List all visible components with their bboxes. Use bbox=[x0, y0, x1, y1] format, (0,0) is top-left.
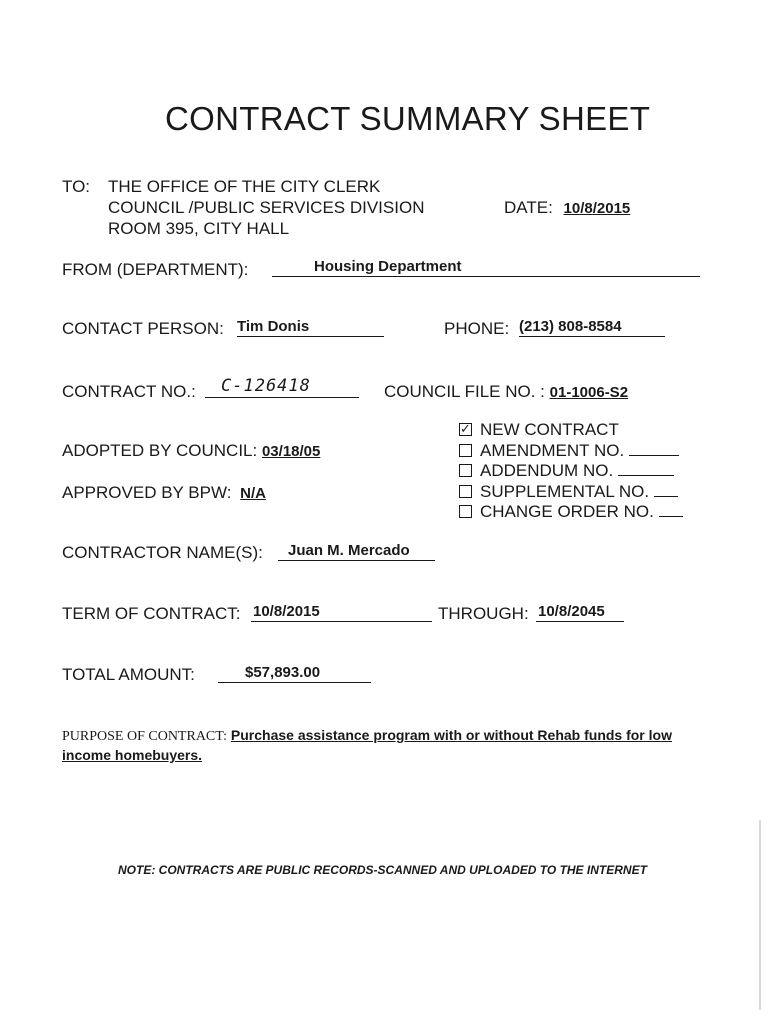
public-records-note: NOTE: CONTRACTS ARE PUBLIC RECORDS-SCANNED AND UPLOADED TO THE INTERNET bbox=[118, 863, 647, 877]
council-file-value: 01-1006-S2 bbox=[549, 384, 629, 401]
phone-label: PHONE: bbox=[444, 319, 510, 338]
council-file-field bbox=[384, 382, 628, 402]
approved-value: N/A bbox=[240, 485, 267, 502]
from-label: FROM (DEPARTMENT): bbox=[62, 260, 249, 279]
term-end-value: 10/8/2045 bbox=[538, 603, 605, 620]
contractor-value: Juan M. Mercado bbox=[288, 542, 410, 559]
date-value: 10/8/2015 bbox=[563, 200, 631, 217]
contract-type-list bbox=[459, 420, 683, 523]
checkbox-icon bbox=[459, 485, 472, 498]
contract-no-handwritten: C-126418 bbox=[221, 376, 311, 396]
to-line-1: THE OFFICE OF THE CITY CLERK bbox=[108, 177, 381, 196]
page-title: CONTRACT SUMMARY SHEET bbox=[165, 100, 651, 137]
checkbox-icon bbox=[459, 464, 472, 477]
to-label: TO: bbox=[62, 177, 91, 196]
total-line bbox=[218, 664, 371, 683]
contract-type-supplemental: SUPPLEMENTAL NO. bbox=[459, 482, 683, 503]
total-value: $57,893.00 bbox=[245, 664, 321, 681]
purpose-value-line-2: income homebuyers. bbox=[62, 747, 203, 763]
council-file-label: COUNCIL FILE NO. : bbox=[384, 382, 545, 401]
date-label: DATE: bbox=[504, 198, 553, 217]
contractor-line bbox=[278, 542, 435, 561]
contract-no-label: CONTRACT NO.: bbox=[62, 382, 196, 401]
contract-type-change-order: CHANGE ORDER NO. bbox=[459, 502, 683, 523]
adopted-value: 03/18/05 bbox=[261, 443, 321, 460]
from-value: Housing Department bbox=[314, 258, 462, 275]
adopted-label: ADOPTED BY COUNCIL: bbox=[62, 441, 258, 460]
approved-label: APPROVED BY BPW: bbox=[62, 483, 232, 502]
contact-label: CONTACT PERSON: bbox=[62, 319, 224, 338]
term-label: TERM OF CONTRACT: bbox=[62, 604, 241, 623]
purpose-label: PURPOSE OF CONTRACT: bbox=[62, 729, 228, 744]
checkbox-icon bbox=[459, 444, 472, 457]
contract-type-addendum: ADDENDUM NO. bbox=[459, 461, 683, 482]
contractor-label: CONTRACTOR NAME(S): bbox=[62, 543, 263, 562]
date-field bbox=[504, 198, 630, 218]
phone-value: (213) 808-8584 bbox=[519, 318, 622, 335]
adopted-field bbox=[62, 441, 320, 461]
to-line-3: ROOM 395, CITY HALL bbox=[108, 219, 290, 238]
contract-type-amendment: AMENDMENT NO. bbox=[459, 441, 683, 462]
from-line bbox=[272, 258, 700, 277]
term-start-value: 10/8/2015 bbox=[253, 603, 320, 620]
purpose-value-line-1: Purchase assistance program with or without Rehab funds for low bbox=[230, 727, 672, 743]
to-line-2: COUNCIL /PUBLIC SERVICES DIVISION bbox=[108, 198, 425, 217]
term-start-line bbox=[251, 603, 432, 622]
phone-line bbox=[519, 318, 665, 337]
total-label: TOTAL AMOUNT: bbox=[62, 665, 195, 684]
through-label: THROUGH: bbox=[438, 604, 529, 623]
purpose-field bbox=[62, 726, 672, 764]
term-end-line bbox=[536, 603, 624, 622]
contact-value: Tim Donis bbox=[237, 318, 310, 335]
checked-box-icon bbox=[459, 423, 472, 436]
approved-field bbox=[62, 483, 266, 503]
contract-no-line bbox=[205, 376, 359, 398]
checkbox-icon bbox=[459, 505, 472, 518]
scan-edge-line bbox=[759, 820, 761, 1010]
contract-type-new: ✓NEW CONTRACT bbox=[459, 420, 683, 441]
contact-line bbox=[237, 318, 384, 337]
